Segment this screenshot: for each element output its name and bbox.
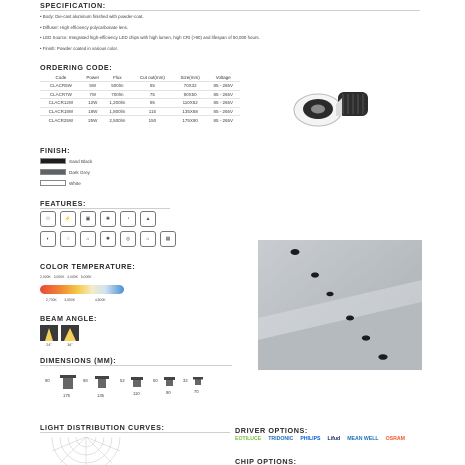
spec-list [40, 12, 340, 54]
spec-item: • Diffuser: High efficiency polycarbonate lens. [40, 24, 129, 30]
table-row [40, 107, 240, 116]
ct-label: 3,000K [53, 275, 65, 279]
feature-icon: ◔ [120, 211, 136, 227]
table-cell: CLACR18W [40, 107, 82, 116]
beam-36-icon [61, 325, 79, 341]
feature-icon: ⌂ [140, 231, 156, 247]
dim-width: 135 [97, 393, 104, 398]
beam-label: 24° [46, 343, 52, 347]
table-cell: 1,800lm [104, 107, 131, 116]
color-temp-title: COLOR TEMPERATURE: [40, 262, 136, 271]
ct-label: 4,000K [67, 275, 78, 279]
dimension-drawing [163, 376, 176, 387]
table-cell: 18W [82, 107, 104, 116]
table-cell: CLACR5W [40, 82, 82, 91]
feature-icon: ✹ [100, 231, 116, 247]
dimension-drawing [59, 374, 77, 390]
feature-icon: ▲ [140, 211, 156, 227]
spec-item: • Finish: Powder coated in various color. [40, 45, 118, 51]
column-header: Code [55, 74, 67, 80]
table-cell: 90X50 [174, 90, 207, 99]
section-divider [40, 10, 420, 11]
table-row [40, 99, 240, 108]
dim-width: 70 [194, 389, 199, 394]
table-cell: 700lm [104, 90, 131, 99]
finish-label: White [69, 180, 81, 186]
ordering-table [40, 73, 240, 124]
ceiling-lights-image [258, 240, 422, 370]
spec-item: • Body: Die-cast aluminum finished with powder-coat. [40, 14, 144, 19]
table-cell: 175X90 [174, 116, 207, 125]
feature-icon: ✺ [100, 211, 116, 227]
finish-title: FINISH: [40, 146, 71, 155]
feature-icon: ♢ [60, 231, 76, 247]
table-row [40, 116, 240, 125]
driver-logo: MEAN WELL [347, 436, 379, 442]
specification-title: SPECIFICATION: [40, 1, 106, 10]
dim-height: 50 [153, 378, 158, 383]
driver-logo: EOTILUCE [235, 436, 262, 442]
ordering-title: ORDERING CODE: [40, 63, 113, 72]
feature-icon: ⚡ [60, 211, 76, 227]
column-header: Size(mm) [180, 74, 200, 80]
table-header-row [40, 73, 240, 82]
dim-height: 68 [83, 378, 88, 383]
finish-label: Dark Grey [69, 169, 90, 175]
dimensions-title: DIMENSIONS (MM): [40, 356, 117, 365]
table-cell: 95 [131, 99, 174, 108]
finish-option [40, 180, 81, 186]
table-cell: 110X52 [174, 99, 207, 108]
feature-icon [160, 211, 176, 227]
dim-height: 90 [45, 378, 50, 383]
table-cell: 85 - 265V [207, 116, 240, 125]
dim-width: 90 [166, 390, 171, 395]
color-swatch [40, 180, 66, 186]
column-header: Power [86, 74, 100, 80]
section-divider [40, 432, 230, 433]
table-cell: 150 [131, 116, 174, 125]
table-cell: CLACR25W [40, 116, 82, 125]
ct-label: 2,000K [40, 275, 51, 279]
ct-label: 2,700K [46, 298, 57, 302]
ceiling-photo [258, 240, 422, 370]
table-row [40, 90, 240, 99]
column-header: Flux [113, 74, 122, 80]
table-cell: 85 - 265V [207, 99, 240, 108]
ct-label: 3,500K [64, 298, 76, 302]
column-header: Voltage [215, 74, 231, 80]
product-image [288, 78, 378, 138]
driver-logo: OSRAM [385, 436, 405, 442]
feature-icon: ◎ [120, 231, 136, 247]
feature-icon: ⌂ [80, 231, 96, 247]
table-cell: 85 - 265V [207, 90, 240, 99]
table-cell: CLACR7W [40, 90, 82, 99]
dim-height: 32 [183, 378, 188, 383]
driver-logos [235, 436, 412, 442]
beam-label: 36° [67, 343, 73, 347]
table-cell: 85 - 265V [207, 107, 240, 116]
color-swatch [40, 169, 66, 175]
dimension-drawing [94, 375, 110, 389]
color-temp-bottom-labels [46, 298, 106, 302]
feature-icon: ▣ [80, 211, 96, 227]
color-temp-top-labels [40, 275, 91, 279]
light-dist-title: LIGHT DISTRIBUTION CURVES: [40, 423, 165, 432]
table-cell: 55 [131, 82, 174, 91]
dim-height: 52 [120, 378, 125, 383]
section-divider [40, 365, 232, 366]
features-title: FEATURES: [40, 199, 86, 208]
features-grid [40, 211, 180, 247]
table-cell: 1,200lm [104, 99, 131, 108]
dimension-drawing [130, 376, 144, 388]
table-cell: 12W [82, 99, 104, 108]
color-swatch [40, 158, 66, 164]
column-header: Cut out(mm) [139, 74, 165, 80]
finish-option [40, 169, 90, 175]
driver-logo: TRIDONIC [268, 436, 294, 442]
feature-icon: ◐ [40, 231, 56, 247]
driver-logo: PHILIPS [300, 436, 321, 442]
downlight-icon [288, 78, 378, 138]
polar-curve-chart [50, 435, 122, 465]
table-cell: 2,500lm [104, 116, 131, 125]
driver-logo: Lifud [327, 436, 341, 442]
table-cell: 25W [82, 116, 104, 125]
spec-item: • LED Source: Integrated high-efficiency LED chips with high lumen, high CRI (>90) and lifespan of 50,000 hours. [40, 35, 260, 40]
ct-label: 5,000K [80, 275, 92, 279]
feature-icon: ▦ [160, 231, 176, 247]
table-cell: 500lm [104, 82, 131, 91]
color-temp-bar [40, 285, 124, 294]
table-row [40, 82, 240, 91]
table-cell: 115 [131, 107, 174, 116]
dimension-drawing [192, 376, 204, 386]
finish-label: Sand Black [69, 158, 93, 164]
finish-option [40, 158, 92, 164]
table-cell: 70X32 [174, 82, 207, 91]
table-cell: 135X68 [174, 107, 207, 116]
table-cell: 75 [131, 90, 174, 99]
table-cell: CLACR12W [40, 99, 82, 108]
ct-label: 4,500K [94, 298, 106, 302]
table-cell: 5W [82, 82, 104, 91]
dim-width: 175 [63, 393, 70, 398]
table-cell: 7W [82, 90, 104, 99]
table-cell: 85 - 265V [207, 82, 240, 91]
beam-title: BEAM ANGLE: [40, 314, 98, 323]
driver-title: DRIVER OPTIONS: [235, 426, 308, 435]
dim-width: 110 [133, 391, 140, 396]
chip-title: CHIP OPTIONS: [235, 457, 297, 465]
section-divider [40, 208, 170, 209]
feature-icon: ☉ [40, 211, 56, 227]
beam-24-icon [40, 325, 58, 341]
